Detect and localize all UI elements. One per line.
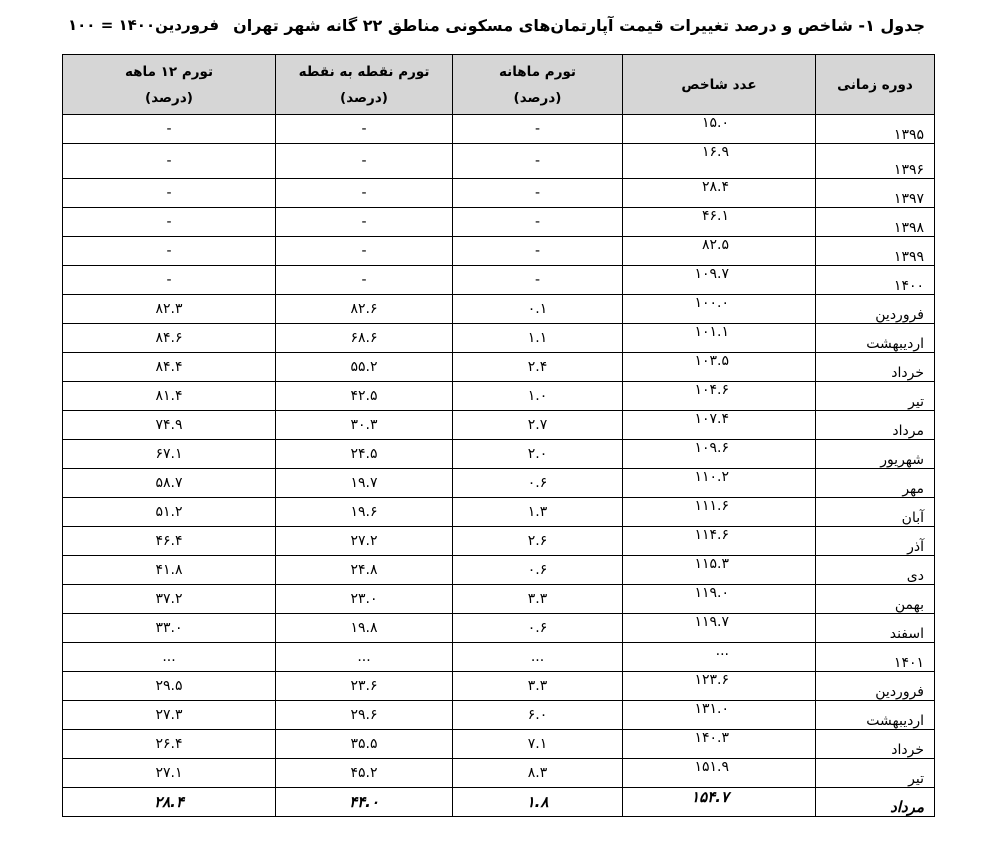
cell-period: خرداد bbox=[816, 353, 935, 382]
cell-index: ۴۶.۱ bbox=[623, 208, 816, 237]
table-body bbox=[63, 115, 935, 817]
cell-annual: ۸۴.۶ bbox=[63, 324, 276, 353]
table-row bbox=[63, 237, 935, 266]
cell-index: ۱۰۳.۵ bbox=[623, 353, 816, 382]
cell-p2p: ۲۹.۶ bbox=[276, 701, 453, 730]
cell-monthly: ۲.۰ bbox=[453, 440, 623, 469]
cell-annual: ۲۷.۳ bbox=[63, 701, 276, 730]
cell-monthly: ۰.۶ bbox=[453, 469, 623, 498]
cell-p2p: ۴۵.۲ bbox=[276, 759, 453, 788]
cell-index: ۱۰۰.۰ bbox=[623, 295, 816, 324]
cell-p2p: - bbox=[276, 115, 453, 144]
cell-annual: ۸۴.۴ bbox=[63, 353, 276, 382]
cell-annual: ۲۷.۱ bbox=[63, 759, 276, 788]
cell-monthly: - bbox=[453, 144, 623, 179]
header-p2p-unit: (درصد) bbox=[340, 89, 388, 106]
cell-index: ۱۱۰.۲ bbox=[623, 469, 816, 498]
cell-annual: ... bbox=[63, 643, 276, 672]
cell-annual: ۶۷.۱ bbox=[63, 440, 276, 469]
table-row bbox=[63, 556, 935, 585]
cell-annual: ۷۴.۹ bbox=[63, 411, 276, 440]
cell-period: آذر bbox=[816, 527, 935, 556]
cell-index: ۱۵۴.۷ bbox=[623, 788, 816, 817]
cell-monthly: ۷.۱ bbox=[453, 730, 623, 759]
cell-annual: - bbox=[63, 144, 276, 179]
table-row bbox=[63, 295, 935, 324]
cell-monthly: ۳.۳ bbox=[453, 585, 623, 614]
cell-monthly: ۲.۷ bbox=[453, 411, 623, 440]
cell-annual: ۳۳.۰ bbox=[63, 614, 276, 643]
cell-period: اردیبهشت bbox=[816, 324, 935, 353]
table-title: جدول ۱- شاخص و درصد تغییرات قیمت آپارتمان‌های مسکونی مناطق ۲۲ گانه شهر تهران bbox=[233, 16, 925, 35]
cell-index: ۱۳۱.۰ bbox=[623, 701, 816, 730]
cell-annual: ۵۱.۲ bbox=[63, 498, 276, 527]
cell-period: آبان bbox=[816, 498, 935, 527]
cell-index: ۱۶.۹ bbox=[623, 144, 816, 179]
header-row bbox=[63, 55, 935, 115]
cell-monthly: ۱.۱ bbox=[453, 324, 623, 353]
cell-p2p: ۲۴.۵ bbox=[276, 440, 453, 469]
table-row bbox=[63, 701, 935, 730]
table-row bbox=[63, 730, 935, 759]
cell-period: ۱۳۹۹ bbox=[816, 237, 935, 266]
table-row bbox=[63, 179, 935, 208]
cell-index: ۱۴۰.۳ bbox=[623, 730, 816, 759]
price-index-table bbox=[62, 54, 935, 817]
cell-annual: ۲۹.۵ bbox=[63, 672, 276, 701]
cell-p2p: - bbox=[276, 208, 453, 237]
cell-index: ... bbox=[623, 643, 816, 672]
cell-p2p: ۵۵.۲ bbox=[276, 353, 453, 382]
table-row bbox=[63, 208, 935, 237]
table-row bbox=[63, 144, 935, 179]
table-row bbox=[63, 324, 935, 353]
cell-monthly: - bbox=[453, 115, 623, 144]
table-row bbox=[63, 759, 935, 788]
cell-monthly: ۱.۸ bbox=[453, 788, 623, 817]
table-row bbox=[63, 411, 935, 440]
cell-period: مرداد bbox=[816, 411, 935, 440]
cell-monthly: - bbox=[453, 237, 623, 266]
header-monthly: تورم ماهانه (درصد) bbox=[453, 55, 623, 115]
cell-monthly: ۱.۰ bbox=[453, 382, 623, 411]
cell-p2p: ۴۲.۵ bbox=[276, 382, 453, 411]
cell-annual: ۲۶.۴ bbox=[63, 730, 276, 759]
table-row bbox=[63, 643, 935, 672]
cell-period: مهر bbox=[816, 469, 935, 498]
cell-index: ۱۰۱.۱ bbox=[623, 324, 816, 353]
cell-period: فروردین bbox=[816, 295, 935, 324]
cell-period: ۱۳۹۶ bbox=[816, 144, 935, 179]
cell-period: اردیبهشت bbox=[816, 701, 935, 730]
cell-p2p: ۱۹.۶ bbox=[276, 498, 453, 527]
header-period: دوره زمانی bbox=[816, 55, 935, 115]
cell-monthly: - bbox=[453, 266, 623, 295]
cell-p2p: - bbox=[276, 144, 453, 179]
cell-period: خرداد bbox=[816, 730, 935, 759]
cell-monthly: ۲.۴ bbox=[453, 353, 623, 382]
table-row bbox=[63, 469, 935, 498]
table-row bbox=[63, 614, 935, 643]
cell-monthly: ... bbox=[453, 643, 623, 672]
header-annual: تورم ۱۲ ماهه (درصد) bbox=[63, 55, 276, 115]
cell-index: ۱۱۹.۰ bbox=[623, 585, 816, 614]
cell-index: ۱۲۳.۶ bbox=[623, 672, 816, 701]
cell-monthly: ۲.۶ bbox=[453, 527, 623, 556]
cell-p2p: ۴۴.۰ bbox=[276, 788, 453, 817]
table-row bbox=[63, 788, 935, 817]
cell-p2p: ۲۷.۲ bbox=[276, 527, 453, 556]
cell-p2p: - bbox=[276, 179, 453, 208]
cell-period: ۱۴۰۱ bbox=[816, 643, 935, 672]
cell-index: ۱۱۴.۶ bbox=[623, 527, 816, 556]
cell-index: ۱۵.۰ bbox=[623, 115, 816, 144]
cell-monthly: - bbox=[453, 208, 623, 237]
cell-p2p: ۳۰.۳ bbox=[276, 411, 453, 440]
cell-p2p: ۳۵.۵ bbox=[276, 730, 453, 759]
cell-p2p: ۸۲.۶ bbox=[276, 295, 453, 324]
cell-annual: ۸۱.۴ bbox=[63, 382, 276, 411]
header-annual-unit: (درصد) bbox=[145, 89, 193, 106]
cell-index: ۱۰۷.۴ bbox=[623, 411, 816, 440]
cell-period: ۱۳۹۸ bbox=[816, 208, 935, 237]
cell-annual: ۴۶.۴ bbox=[63, 527, 276, 556]
cell-p2p: ۱۹.۸ bbox=[276, 614, 453, 643]
cell-annual: - bbox=[63, 266, 276, 295]
cell-monthly: - bbox=[453, 179, 623, 208]
cell-monthly: ۰.۶ bbox=[453, 614, 623, 643]
cell-annual: ۴۱.۸ bbox=[63, 556, 276, 585]
cell-index: ۱۰۹.۷ bbox=[623, 266, 816, 295]
cell-index: ۱۱۵.۳ bbox=[623, 556, 816, 585]
cell-period: ۱۳۹۷ bbox=[816, 179, 935, 208]
cell-period: بهمن bbox=[816, 585, 935, 614]
cell-p2p: ... bbox=[276, 643, 453, 672]
cell-p2p: ۲۴.۸ bbox=[276, 556, 453, 585]
table-row bbox=[63, 672, 935, 701]
cell-period: دی bbox=[816, 556, 935, 585]
cell-monthly: ۰.۶ bbox=[453, 556, 623, 585]
cell-index: ۸۲.۵ bbox=[623, 237, 816, 266]
cell-index: ۱۰۹.۶ bbox=[623, 440, 816, 469]
cell-annual: - bbox=[63, 237, 276, 266]
cell-annual: ۸۲.۳ bbox=[63, 295, 276, 324]
cell-period: مرداد bbox=[816, 788, 935, 817]
cell-annual: ۳۷.۲ bbox=[63, 585, 276, 614]
cell-p2p: ۶۸.۶ bbox=[276, 324, 453, 353]
cell-period: تیر bbox=[816, 382, 935, 411]
header-index: عدد شاخص bbox=[623, 55, 816, 115]
table-row bbox=[63, 527, 935, 556]
table-row bbox=[63, 585, 935, 614]
cell-monthly: ۶.۰ bbox=[453, 701, 623, 730]
cell-index: ۱۵۱.۹ bbox=[623, 759, 816, 788]
cell-p2p: ۱۹.۷ bbox=[276, 469, 453, 498]
cell-annual: - bbox=[63, 115, 276, 144]
table-row bbox=[63, 353, 935, 382]
cell-annual: ۵۸.۷ bbox=[63, 469, 276, 498]
table-row bbox=[63, 440, 935, 469]
cell-index: ۱۱۹.۷ bbox=[623, 614, 816, 643]
cell-annual: - bbox=[63, 208, 276, 237]
cell-period: فروردین bbox=[816, 672, 935, 701]
cell-period: ۱۴۰۰ bbox=[816, 266, 935, 295]
cell-period: تیر bbox=[816, 759, 935, 788]
cell-p2p: - bbox=[276, 266, 453, 295]
header-p2p: تورم نقطه به نقطه (درصد) bbox=[276, 55, 453, 115]
table-row bbox=[63, 498, 935, 527]
cell-monthly: ۸.۳ bbox=[453, 759, 623, 788]
cell-annual: - bbox=[63, 179, 276, 208]
table-row bbox=[63, 115, 935, 144]
cell-index: ۱۰۴.۶ bbox=[623, 382, 816, 411]
cell-annual: ۲۸.۴ bbox=[63, 788, 276, 817]
table-row bbox=[63, 382, 935, 411]
cell-index: ۱۱۱.۶ bbox=[623, 498, 816, 527]
base-period-note: فروردین۱۴۰۰ = ۱۰۰ bbox=[68, 16, 220, 34]
cell-period: شهریور bbox=[816, 440, 935, 469]
cell-period: ۱۳۹۵ bbox=[816, 115, 935, 144]
cell-period: اسفند bbox=[816, 614, 935, 643]
table-row bbox=[63, 266, 935, 295]
cell-monthly: ۳.۳ bbox=[453, 672, 623, 701]
cell-p2p: ۲۳.۰ bbox=[276, 585, 453, 614]
cell-p2p: - bbox=[276, 237, 453, 266]
cell-index: ۲۸.۴ bbox=[623, 179, 816, 208]
cell-p2p: ۲۳.۶ bbox=[276, 672, 453, 701]
header-monthly-unit: (درصد) bbox=[513, 89, 562, 106]
cell-monthly: ۰.۱ bbox=[453, 295, 623, 324]
cell-monthly: ۱.۳ bbox=[453, 498, 623, 527]
